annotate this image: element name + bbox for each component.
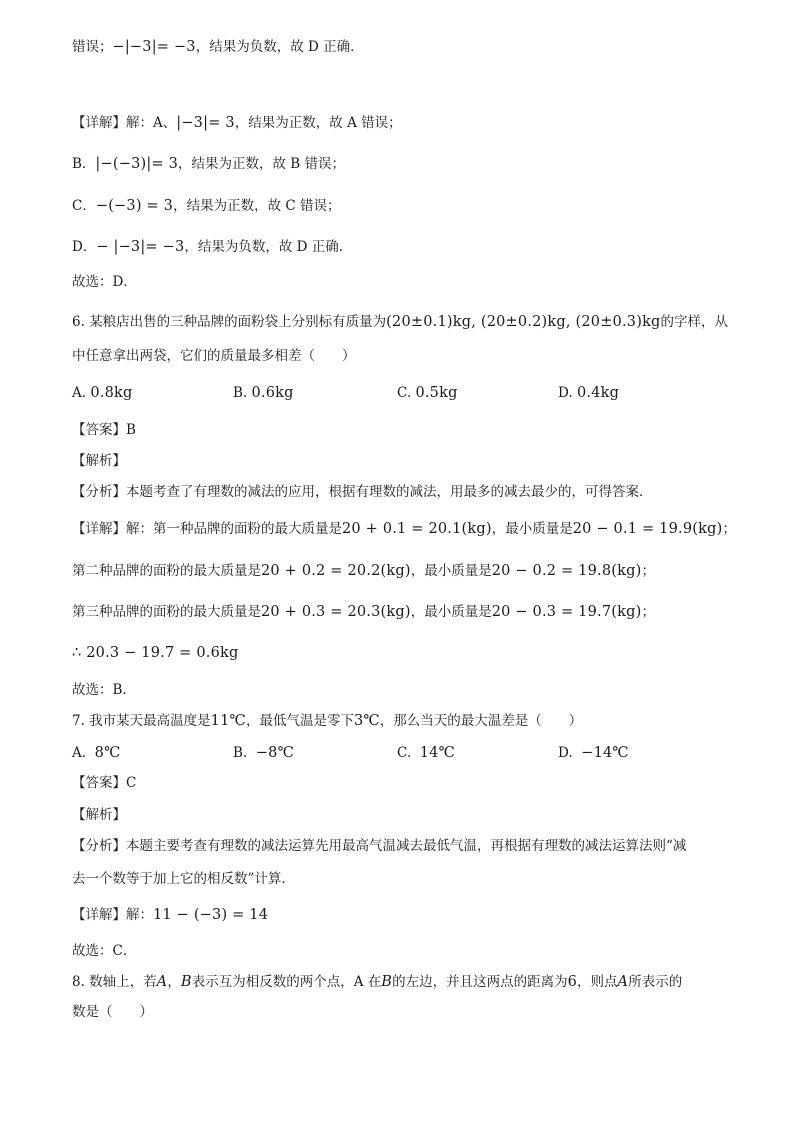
option-a: A. 0.8kg	[72, 385, 133, 401]
detail-line-a: 【详解】解：A、|−3|= 3，结果为正数，故 A 错误；	[72, 115, 402, 131]
option-c: C. 14℃	[397, 745, 456, 761]
math-expression: |−3|= 3	[176, 115, 235, 131]
math-expression: − |−3|= −3	[96, 239, 185, 255]
math-expression: 11 − (−3) = 14	[153, 907, 269, 923]
analysis-line-q6: 【分析】本题考查了有理数的减法的应用，根据有理数的减法，用最多的减去最少的，可得答案．	[72, 484, 653, 500]
math-expression: −|−3|= −3	[112, 39, 196, 55]
detail-line-d: D．− |−3|= −3，结果为负数，故 D 正确．	[72, 239, 353, 255]
section-tag: 【答案】	[72, 775, 126, 791]
section-tag: 【详解】	[72, 521, 126, 537]
section-tag: 【详解】	[72, 907, 126, 923]
question-7-line: 7. 我市某天最高温度是11℃，最低气温是零下3℃，那么当天的最大温差是（ ）	[72, 713, 583, 729]
answer-line-q6: 【答案】B	[72, 422, 136, 438]
question-8-line-1: 8. 数轴上，若A，B表示互为相反数的两个点，A 在B的左边，并且这两点的距离为6，则点A所表示的	[72, 974, 683, 990]
detail-line-q6-2: 第二种品牌的面粉的最大质量是20 + 0.2 = 20.2(kg)，最小质量是20 − 0.2 = 19.8(kg)；	[72, 563, 655, 579]
answer-line-q7: 【答案】C	[72, 775, 137, 791]
section-tag: 【分析】	[72, 484, 126, 500]
detail-line-c: C．−(−3) = 3，结果为正数，故 C 错误；	[72, 198, 341, 214]
selection-line-q5: 故选：D．	[72, 274, 137, 290]
option-c: C. 0.5kg	[397, 385, 458, 401]
question-6-line-1: 6. 某粮店出售的三种品牌的面粉袋上分别标有质量为(20±0.1)kg, (20±0.2)kg, (20±0.3)kg的字样，从	[72, 314, 729, 330]
option-b: B. −8℃	[233, 745, 295, 761]
section-tag: 【详解】	[72, 115, 126, 131]
math-expression: 20 + 0.2 = 20.2(kg)	[261, 563, 411, 579]
detail-line-q6-1: 【详解】解：第一种品牌的面粉的最大质量是20 + 0.1 = 20.1(kg)，最小质量是20 − 0.1 = 19.9(kg)；	[72, 521, 736, 537]
math-expression: 3℃	[353, 713, 380, 729]
math-expression: 20 − 0.2 = 19.8(kg)	[491, 563, 642, 579]
section-tag: 【解析】	[72, 807, 126, 823]
math-expression: 11℃	[210, 713, 246, 729]
analysis-line-q7-2: 去一个数等于加上它的相反数”计算．	[72, 871, 295, 887]
math-expression: 20 − 0.3 = 19.7(kg)	[491, 604, 642, 620]
detail-line-b: B．|−(−3)|= 3，结果为正数，故 B 错误；	[72, 156, 346, 172]
detail-line-q6-4	[72, 642, 734, 664]
math-expression: 20 + 0.1 = 20.1(kg)	[342, 521, 492, 537]
explanation-line-d-error: 错误；−|−3|= −3，结果为负数，故 D 正确．	[72, 39, 364, 55]
selection-line-q6: 故选：B．	[72, 682, 136, 698]
section-tag: 【答案】	[72, 422, 126, 438]
question-6-line-2: 中任意拿出两袋，它们的质量最多相差（ ）	[72, 348, 356, 364]
math-expression: 20 − 0.1 = 19.9(kg)	[572, 521, 723, 537]
section-tag: 【解析】	[72, 453, 126, 469]
option-b: B. 0.6kg	[233, 385, 294, 401]
detail-line-q7: 【详解】解：11 − (−3) = 14	[72, 907, 269, 923]
option-d: D. 0.4kg	[558, 385, 620, 401]
option-a: A. 8℃	[72, 745, 121, 761]
option-d: D. −14℃	[558, 745, 629, 761]
detail-line-q6-3: 第三种品牌的面粉的最大质量是20 + 0.3 = 20.3(kg)，最小质量是20 − 0.3 = 19.7(kg)；	[72, 604, 655, 620]
math-expression: −(−3) = 3	[95, 198, 174, 214]
analysis-heading-q6	[72, 450, 734, 472]
selection-line-q7: 故选：C．	[72, 943, 137, 959]
math-expression: ∴ 20.3 − 19.7 = 0.6kg	[72, 645, 239, 661]
section-tag: 【分析】	[72, 838, 126, 854]
math-expression: 20 + 0.3 = 20.3(kg)	[261, 604, 411, 620]
math-expression: (20±0.1)kg, (20±0.2)kg, (20±0.3)kg	[386, 314, 661, 330]
question-8-line-2: 数是（ ）	[72, 1004, 153, 1020]
analysis-heading-q7	[72, 804, 734, 826]
math-expression: |−(−3)|= 3	[95, 156, 179, 172]
analysis-line-q7-1: 【分析】本题主要考查有理数的减法运算先用最高气温减去最低气温，再根据有理数的减法运算法则“减	[72, 838, 687, 854]
